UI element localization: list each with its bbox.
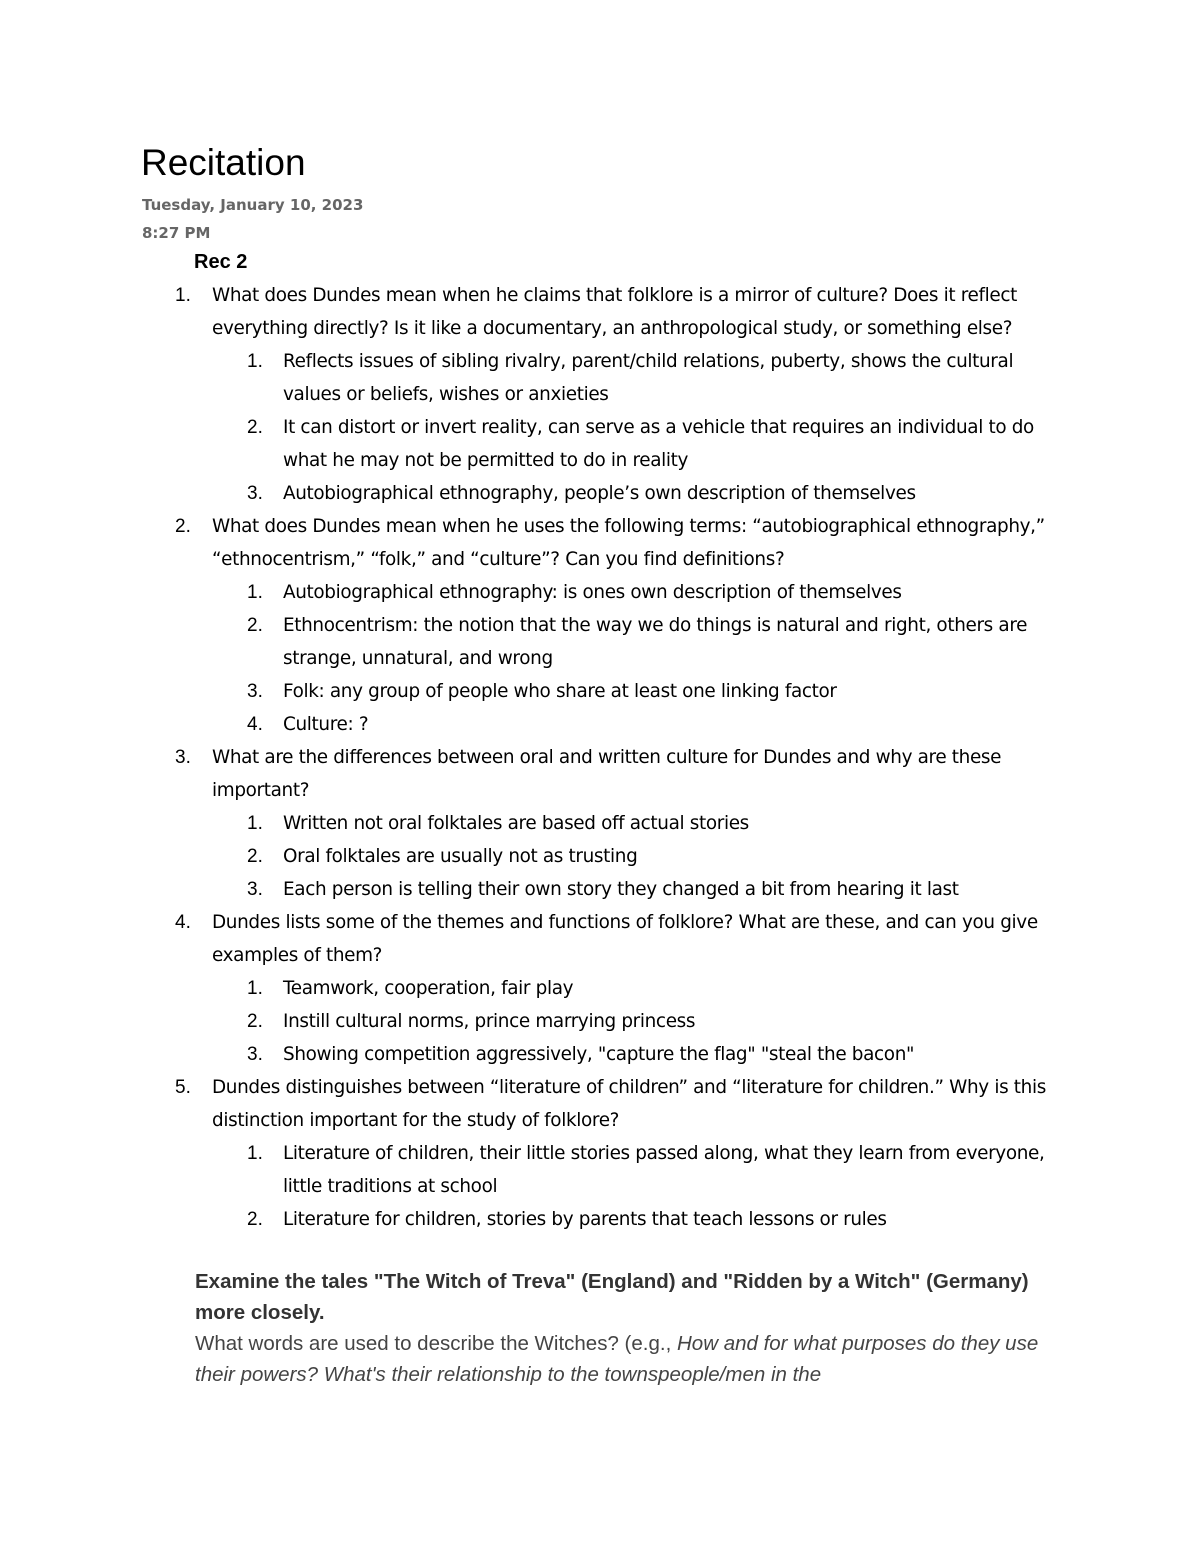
- question-item: [0, 279, 1057, 345]
- answer-number: 2.: [247, 417, 263, 438]
- answer-number: 2.: [247, 1209, 263, 1230]
- answer-text: Reflects issues of sibling rivalry, parent/child relations, puberty, shows the cultural values or beliefs, wishes or anxieties: [283, 351, 1014, 405]
- answer-number: 3.: [247, 1044, 263, 1065]
- answer-text: Each person is telling their own story they changed a bit from hearing it last: [283, 879, 959, 900]
- answer-item: [0, 1137, 1059, 1203]
- answer-text: Written not oral folktales are based off actual stories: [283, 813, 749, 834]
- question-text: Dundes distinguishes between “literature of children” and “literature for children.” Why is this distinction important for the study of folklore?: [212, 1077, 1046, 1131]
- answer-item: [0, 807, 1059, 840]
- answer-text: It can distort or invert reality, can serve as a vehicle that requires an individual to do what he may not be permitted to do in reality: [283, 417, 1034, 471]
- answer-item: [0, 675, 1059, 708]
- answer-text: Literature of children, their little stories passed along, what they learn from everyone, little traditions at school: [283, 1143, 1045, 1197]
- page-date: Tuesday, January 10, 2023: [142, 196, 364, 214]
- answer-number: 3.: [247, 483, 263, 504]
- answer-number: 4.: [247, 714, 263, 735]
- answer-item: [0, 411, 1059, 477]
- question-number: 4.: [175, 912, 191, 933]
- answer-item: [0, 345, 1059, 411]
- answer-number: 1.: [247, 1143, 263, 1164]
- question-item: [0, 741, 1057, 807]
- answer-item: [0, 840, 1059, 873]
- question-item: [0, 510, 1057, 576]
- examine-prompt: [195, 1328, 1075, 1390]
- question-number: 1.: [175, 285, 191, 306]
- answer-item: [0, 972, 1059, 1005]
- page-time: 8:27 PM: [142, 224, 211, 242]
- question-text: Dundes lists some of the themes and functions of folklore? What are these, and can you give examples of them?: [212, 912, 1038, 966]
- question-number: 5.: [175, 1077, 191, 1098]
- answer-text: Oral folktales are usually not as trusting: [283, 846, 638, 867]
- question-text: What does Dundes mean when he uses the following terms: “autobiographical ethnography,” “ethnocentrism,” “folk,” and “culture”? Can you find definitions?: [212, 516, 1045, 570]
- examine-prompt-italic: How and for what purposes do they use their powers? What's their relationship to the townspeople/men in the: [195, 1332, 1039, 1386]
- answer-text: Showing competition aggressively, "capture the flag" "steal the bacon": [283, 1044, 915, 1065]
- answer-text: Autobiographical ethnography: is ones own description of themselves: [283, 582, 902, 603]
- answer-text: Autobiographical ethnography, people’s own description of themselves: [283, 483, 916, 504]
- examine-heading: Examine the tales "The Witch of Treva" (England) and "Ridden by a Witch" (Germany) more closely.: [195, 1270, 1029, 1324]
- answer-number: 2.: [247, 846, 263, 867]
- question-number: 3.: [175, 747, 191, 768]
- answer-item: [0, 1005, 1059, 1038]
- answer-item: [0, 873, 1059, 906]
- question-text: What are the differences between oral and written culture for Dundes and why are these important?: [212, 747, 1002, 801]
- answer-number: 1.: [247, 978, 263, 999]
- page-title: Recitation: [141, 142, 306, 183]
- examine-prompt-plain: What words are used to describe the Witches? (e.g.,: [195, 1332, 677, 1355]
- answer-text: Instill cultural norms, prince marrying princess: [283, 1011, 696, 1032]
- answer-number: 2.: [247, 615, 263, 636]
- answer-item: [0, 576, 1059, 609]
- question-text: What does Dundes mean when he claims that folklore is a mirror of culture? Does it reflect everything directly? Is it like a documentary, an anthropological study, or something else?: [212, 285, 1017, 339]
- answer-number: 3.: [247, 681, 263, 702]
- section-heading: Rec 2: [194, 251, 248, 273]
- answer-text: Literature for children, stories by parents that teach lessons or rules: [283, 1209, 887, 1230]
- answer-text: Culture: ?: [283, 714, 369, 735]
- answer-number: 1.: [247, 813, 263, 834]
- question-number: 2.: [175, 516, 191, 537]
- answer-item: [0, 1038, 1059, 1071]
- answer-text: Ethnocentrism: the notion that the way we do things is natural and right, others are strange, unnatural, and wrong: [283, 615, 1028, 669]
- question-item: [0, 1071, 1057, 1137]
- answer-item: [0, 609, 1059, 675]
- answer-text: Folk: any group of people who share at least one linking factor: [283, 681, 837, 702]
- answer-item: [0, 708, 1059, 741]
- answer-text: Teamwork, cooperation, fair play: [283, 978, 574, 999]
- answer-number: 3.: [247, 879, 263, 900]
- answer-item: [0, 477, 1059, 510]
- question-item: [0, 906, 1057, 972]
- examine-section: [195, 1266, 1075, 1390]
- answer-number: 1.: [247, 351, 263, 372]
- answer-number: 1.: [247, 582, 263, 603]
- question-list: [0, 279, 1200, 1236]
- answer-number: 2.: [247, 1011, 263, 1032]
- answer-item: [0, 1203, 1059, 1236]
